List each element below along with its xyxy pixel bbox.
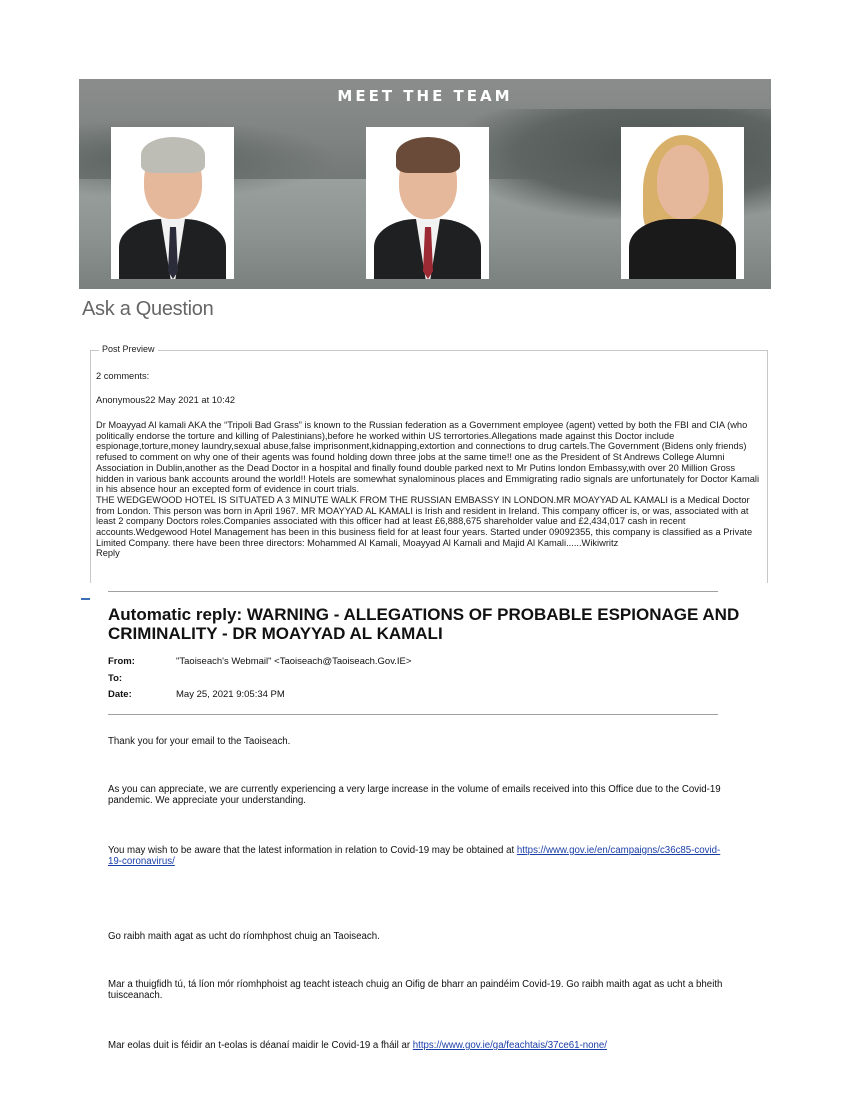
comment-body <box>96 420 760 559</box>
to-label: To: <box>108 673 123 684</box>
banner-title: MEET THE TEAM <box>337 87 513 105</box>
date-label: Date: <box>108 689 132 700</box>
email-header-divider <box>108 714 718 715</box>
email-paragraph-covid-info-irish <box>108 1041 728 1052</box>
covid-info-irish-link[interactable]: https://www.gov.ie/ga/feachtais/37ce61-none/ <box>412 1040 607 1051</box>
covid-info-link[interactable]: https://www.gov.ie/en/campaigns/c36c85-covid-19-coronavirus/ <box>108 845 721 867</box>
comment-paragraph-1: Dr Moayyad Al kamali AKA the “Tripoli Bad Grass” is known to the Russian federation as a Government employee (agent) vetted by both the FBI and CIA (who politically endorse the torture and killing of Palestinians),before he worked within US terrortories.Allegations made against this Doctor include espionage,torture,money laundry,sexual abuse,false imprisonment,kidnapping,extortion and connections to drug cartels.The Government (Bidens only friends) refused to comment on why one of their agents was found holding down three jobs at the same time!! one as the President of St Andrews College Alumni Association in Dublin,another as the Dead Doctor in a hospital and finally found double parked next to Mr Putins london Embassy,with over 20 Million Gross hidden in various bank accounts around the world!! Hotels are somewhat synalominous places and Emmigrating radio signals are unfortunately for Doctor Kamali in his absence hour an excepted form of evidence in court trials. <box>96 420 760 495</box>
comment-paragraph-2: THE WEDGEWOOD HOTEL IS SITUATED A 3 MINUTE WALK FROM THE RUSSIAN EMBASSY IN LONDON.MR MOAYYAD AL KAMALI is a Medical Doctor from London. This person was born in April 1967. MR MOAYYAD AL KAMALI is Irish and resident in Ireland. This company officer is, or was, associated with at least 2 company Doctors roles.Companies associated with this officer had at least £6,888,675 shareholder value and £2,434,017 cash in recent accounts.Wedgewood Hotel Management has been in this business field for at least four years. Started under 09092355, this company is classified as a Private Limited Company. there have been three directors: Mohammed Al Kamali, Moayyad Al Kamali and Majid Al Kamali......Wikiwritz <box>96 494 753 548</box>
team-photo-3 <box>621 127 744 279</box>
covid-info-irish-text: Mar eolas duit is féidir an t-eolas is déanaí maidir le Covid-19 a fháil ar <box>108 1040 413 1051</box>
email-paragraph-thanks: Thank you for your email to the Taoiseach. <box>108 736 291 747</box>
date-value: May 25, 2021 9:05:34 PM <box>176 689 285 700</box>
email-paragraph-covid-info <box>108 846 728 867</box>
email-subject: Automatic reply: WARNING - ALLEGATIONS OF PROBABLE ESPIONAGE AND CRIMINALITY - DR MOAYYAD AL KAMALI <box>108 605 740 643</box>
from-label: From: <box>108 656 135 667</box>
team-banner <box>79 79 771 289</box>
email-top-divider <box>108 591 718 592</box>
team-photo-1 <box>111 127 234 279</box>
covid-info-text: You may wish to be aware that the latest information in relation to Covid-19 may be obtained at <box>108 845 517 856</box>
team-photo-2 <box>366 127 489 279</box>
email-paragraph-volume: As you can appreciate, we are currently experiencing a very large increase in the volume of emails received into this Office due to the Covid-19 pandemic. We appreciate your understanding. <box>108 784 721 806</box>
photo-hair <box>141 137 205 173</box>
photo-face <box>657 145 709 219</box>
from-value: "Taoiseach's Webmail" <Taoiseach@Taoiseach.Gov.IE> <box>176 656 412 667</box>
photo-top <box>629 219 736 279</box>
photo-hair <box>396 137 460 173</box>
comments-count: 2 comments: <box>96 371 150 381</box>
comment-author-line[interactable]: Anonymous22 May 2021 at 10:42 <box>96 395 236 405</box>
ask-question-heading: Ask a Question <box>82 298 214 320</box>
reply-link[interactable]: Reply <box>96 548 120 559</box>
email-paragraph-thanks-irish: Go raibh maith agat as ucht do ríomhphost chuig an Taoiseach. <box>108 931 380 942</box>
post-preview-box <box>90 344 768 583</box>
email-paragraph-volume-irish: Mar a thuigfidh tú, tá líon mór ríomhphoist ag teacht isteach chuig an Oifig de bharr an paindéim Covid-19. Go raibh maith agat as ucht a bheith tuisceanach. <box>108 979 723 1001</box>
post-preview-legend: Post Preview <box>99 344 158 354</box>
page-marker <box>81 598 90 600</box>
